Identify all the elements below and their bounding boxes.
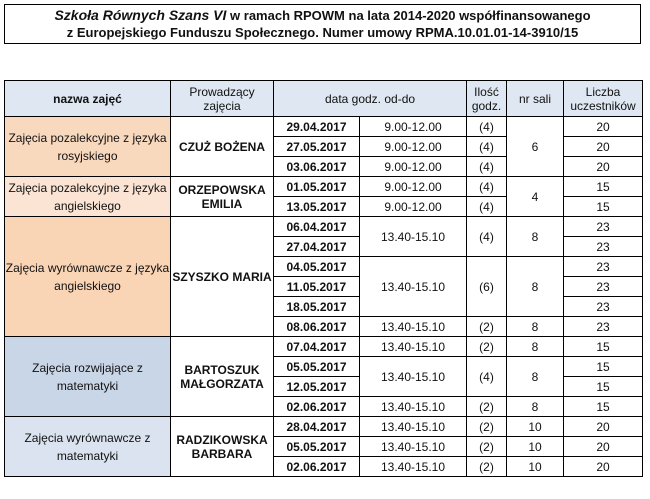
teacher-name: BARTOSZUK MAŁGORZATA <box>171 337 274 417</box>
room-cell: 6 <box>507 117 564 177</box>
room-cell: 8 <box>507 337 564 357</box>
col-header-data: data godz. od-do <box>274 81 467 117</box>
table-row <box>5 117 643 137</box>
time-cell: 9.00-12.00 <box>360 137 467 157</box>
project-title: Szkoła Równych Szans VI <box>54 7 227 23</box>
count-cell: 23 <box>564 317 643 337</box>
count-cell: 20 <box>564 137 643 157</box>
teacher-name: SZYSZKO MARIA <box>171 217 274 337</box>
hours-cell: (2) <box>467 457 507 477</box>
hours-cell: (2) <box>467 317 507 337</box>
count-cell: 23 <box>564 277 643 297</box>
time-cell: 13.40-15.10 <box>360 457 467 477</box>
date-cell: 12.05.2017 <box>274 377 360 397</box>
teacher-name: RADZIKOWSKA BARBARA <box>171 417 274 477</box>
col-header-prowadzacy: Prowadzący zajęcia <box>171 81 274 117</box>
time-cell: 13.40-15.10 <box>360 417 467 437</box>
room-cell: 10 <box>507 457 564 477</box>
course-name: Zajęcia wyrównawcze z matematyki <box>5 417 171 477</box>
hours-cell: (4) <box>467 197 507 217</box>
date-cell: 29.04.2017 <box>274 117 360 137</box>
date-cell: 03.06.2017 <box>274 157 360 177</box>
count-cell: 20 <box>564 417 643 437</box>
date-cell: 02.06.2017 <box>274 457 360 477</box>
hours-cell: (2) <box>467 417 507 437</box>
hours-cell: (4) <box>467 217 507 257</box>
table-row <box>5 217 643 237</box>
room-cell: 8 <box>507 397 564 417</box>
room-cell: 4 <box>507 177 564 217</box>
course-name: Zajęcia rozwijające z matematyki <box>5 337 171 417</box>
table-row <box>5 177 643 197</box>
header-line-1 <box>5 7 640 24</box>
course-name: Zajęcia wyrównawcze z języka angielskiego <box>5 217 171 337</box>
hours-cell: (4) <box>467 157 507 177</box>
course-name: Zajęcia pozalekcyjne z języka rosyjskiego <box>5 117 171 177</box>
date-cell: 02.06.2017 <box>274 397 360 417</box>
time-cell: 9.00-12.00 <box>360 177 467 197</box>
time-cell: 13.40-15.10 <box>360 337 467 357</box>
hours-cell: (4) <box>467 117 507 137</box>
schedule-table <box>4 80 643 477</box>
hours-cell: (6) <box>467 257 507 317</box>
count-cell: 15 <box>564 377 643 397</box>
course-name: Zajęcia pozalekcyjne z języka angielskiego <box>5 177 171 217</box>
date-cell: 13.05.2017 <box>274 197 360 217</box>
date-cell: 05.05.2017 <box>274 437 360 457</box>
time-cell: 13.40-15.10 <box>360 397 467 417</box>
date-cell: 27.04.2017 <box>274 237 360 257</box>
time-cell: 13.40-15.10 <box>360 257 467 317</box>
date-cell: 08.06.2017 <box>274 317 360 337</box>
date-cell: 18.05.2017 <box>274 297 360 317</box>
hours-cell: (4) <box>467 137 507 157</box>
hours-cell: (2) <box>467 397 507 417</box>
table-header-row <box>5 81 643 117</box>
col-header-nazwa: nazwa zajęć <box>5 81 171 117</box>
count-cell: 23 <box>564 297 643 317</box>
date-cell: 01.05.2017 <box>274 177 360 197</box>
count-cell: 20 <box>564 117 643 137</box>
room-cell: 10 <box>507 437 564 457</box>
header-line-2: z Europejskiego Funduszu Społecznego. Numer umowy RPMA.10.01.01-14-3910/15 <box>66 25 579 40</box>
count-cell: 20 <box>564 457 643 477</box>
header-line-1-rest: w ramach RPOWM na lata 2014-2020 współfinansowanego <box>230 8 591 23</box>
time-cell: 9.00-12.00 <box>360 117 467 137</box>
time-cell: 13.40-15.10 <box>360 357 467 397</box>
count-cell: 20 <box>564 157 643 177</box>
teacher-name: ORZEPOWSKA EMILIA <box>171 177 274 217</box>
count-cell: 23 <box>564 237 643 257</box>
count-cell: 15 <box>564 337 643 357</box>
time-cell: 9.00-12.00 <box>360 157 467 177</box>
date-cell: 05.05.2017 <box>274 357 360 377</box>
col-header-ilosc: Ilość godz. <box>467 81 507 117</box>
date-cell: 11.05.2017 <box>274 277 360 297</box>
count-cell: 20 <box>564 437 643 457</box>
time-cell: 13.40-15.10 <box>360 317 467 337</box>
table-row <box>5 337 643 357</box>
room-cell: 8 <box>507 357 564 397</box>
count-cell: 15 <box>564 357 643 377</box>
document-header <box>4 4 641 44</box>
col-header-sala: nr sali <box>507 81 564 117</box>
room-cell: 8 <box>507 257 564 317</box>
count-cell: 15 <box>564 397 643 417</box>
count-cell: 15 <box>564 197 643 217</box>
date-cell: 28.04.2017 <box>274 417 360 437</box>
time-cell: 13.40-15.10 <box>360 437 467 457</box>
date-cell: 27.05.2017 <box>274 137 360 157</box>
count-cell: 15 <box>564 177 643 197</box>
hours-cell: (2) <box>467 437 507 457</box>
hours-cell: (4) <box>467 357 507 397</box>
hours-cell: (4) <box>467 177 507 197</box>
time-cell: 13.40-15.10 <box>360 217 467 257</box>
teacher-name: CZUŻ BOŻENA <box>171 117 274 177</box>
room-cell: 8 <box>507 317 564 337</box>
date-cell: 07.04.2017 <box>274 337 360 357</box>
room-cell: 10 <box>507 417 564 437</box>
room-cell: 8 <box>507 217 564 257</box>
table-row <box>5 417 643 437</box>
time-cell: 9.00-12.00 <box>360 197 467 217</box>
count-cell: 23 <box>564 217 643 237</box>
date-cell: 04.05.2017 <box>274 257 360 277</box>
date-cell: 06.04.2017 <box>274 217 360 237</box>
col-header-liczba: Liczba uczestników <box>564 81 643 117</box>
hours-cell: (2) <box>467 337 507 357</box>
count-cell: 23 <box>564 257 643 277</box>
